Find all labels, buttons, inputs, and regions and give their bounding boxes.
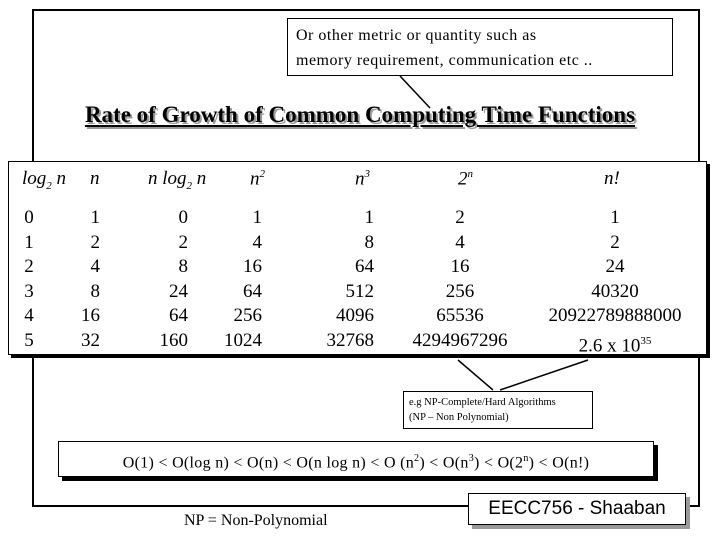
callout-mid-pointer-left: [458, 360, 493, 390]
header-log2n: $\log_2 n$: [22, 168, 67, 192]
table-cell: 65536: [436, 305, 484, 326]
table-cell: 256: [233, 305, 262, 326]
table-cell: 0: [24, 207, 34, 228]
slide-title: Rate of Growth of Common Computing Time Functions: [84, 102, 636, 127]
column-n-squared: [218, 206, 262, 353]
table-cell: 2: [24, 256, 34, 277]
table-cell: 4: [90, 256, 100, 277]
header-n-squared: $n^2$: [250, 168, 265, 190]
course-badge: EECC756 - Shaaban: [468, 493, 686, 525]
metric-callout-line1: Or other metric or quantity such as: [296, 27, 537, 44]
header-n-factorial: n!: [604, 168, 620, 189]
table-cell: 1: [610, 207, 620, 228]
table-cell: 2: [455, 207, 465, 228]
table-cell: 16: [81, 305, 100, 326]
table-cell: 64: [243, 280, 262, 302]
header-n: n: [90, 168, 100, 189]
table-cell: 160: [159, 329, 188, 351]
column-n: [70, 206, 100, 353]
table-cell: 24: [169, 280, 188, 302]
table-cell: 40320: [591, 280, 639, 302]
table-cell: 2: [90, 231, 100, 253]
column-log2n: [18, 206, 40, 353]
metric-callout-line2: memory requirement, communication etc ..: [296, 52, 593, 69]
table-cell: 1: [252, 207, 262, 228]
table-cell: 64: [169, 305, 188, 326]
metric-callout: [287, 18, 673, 76]
table-cell: 5: [24, 329, 34, 351]
callout-mid-pointer-right: [500, 360, 588, 390]
table-cell: 512: [345, 280, 374, 302]
table-cell: 32768: [326, 329, 374, 351]
table-cell: 20922789888000: [548, 305, 682, 326]
table-cell: 1: [364, 207, 374, 228]
table-cell: 4: [455, 231, 465, 253]
table-cell: 4: [24, 305, 34, 326]
table-cell: 2: [610, 231, 620, 253]
header-2-pow-n: 2$^n$: [458, 168, 473, 190]
np-callout: [403, 391, 593, 429]
table-cell: 32: [81, 329, 100, 351]
table-cell: 1: [90, 207, 100, 228]
table-cell: 8: [364, 231, 374, 253]
table-cell: 3: [24, 280, 34, 302]
table-cell: 24: [605, 256, 625, 277]
complexity-order: O(1) < O(log n) < O(n) < O(n log n) < O $(n^2) < O(n^3) < O(2^n) < O(n!)$: [58, 441, 654, 477]
column-nlog2n: [150, 206, 188, 353]
table-cell: 8: [90, 280, 100, 302]
table-cell: 256: [445, 280, 475, 302]
header-n-cubed: $n^3$: [355, 168, 370, 190]
table-cell: 8: [178, 256, 188, 277]
column-n-factorial: [530, 206, 700, 358]
np-callout-line2: (NP – Non Polynomial): [409, 412, 509, 423]
table-cell: 0: [178, 207, 188, 228]
np-callout-line1: e.g NP-Complete/Hard Algorithms: [409, 397, 556, 408]
column-n-cubed: [310, 206, 374, 353]
table-cell: 16: [243, 256, 262, 277]
table-cell: 64: [355, 256, 374, 277]
column-2-pow-n: [400, 206, 520, 353]
table-cell: 4: [252, 231, 262, 253]
table-cell: 1: [24, 231, 34, 253]
header-nlog2n: n $\log_2 n$: [148, 168, 207, 192]
table-cell: 2.6 x $10^{35}$: [578, 334, 652, 356]
table-cell: 16: [450, 256, 470, 277]
np-definition: NP = Non-Polynomial: [184, 512, 328, 529]
table-cell: 4096: [336, 305, 374, 326]
table-cell: 2: [178, 231, 188, 253]
table-cell: 1024: [224, 329, 262, 351]
table-cell: 4294967296: [412, 329, 508, 351]
